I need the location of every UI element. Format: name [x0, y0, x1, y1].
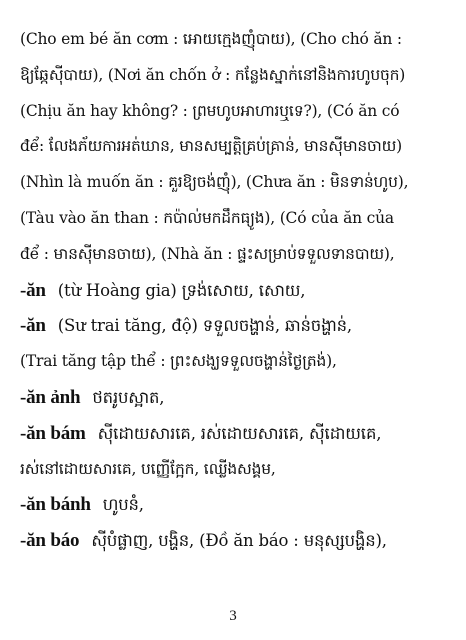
- text-line: [20, 58, 448, 94]
- line-text: (Chịu ăn hay không? : ព្រមហូបអាហារឬទេ?), (Có ăn có: [20, 101, 400, 120]
- headword: -ăn báo: [20, 530, 80, 552]
- line-text: (Tàu vào ăn than : កប៉ាល់មកដឹកធ្យូង), (Có của ăn của: [20, 208, 394, 227]
- line-text: ឱ្យឆ្កែស៊ីបាយ), (Nơi ăn chốn ở : កន្លែងស្នាក់នៅនិងការហូបចុក): [20, 65, 406, 84]
- definition-text: ថតរូបស្អាត,: [92, 387, 165, 407]
- definition-text: ស៊ីបំផ្លាញ, បង្ហិន, (Đồ ăn báo : មនុស្សបង្ហិន),: [91, 531, 387, 551]
- entry-line: [20, 487, 448, 523]
- definition-text: (từ Hoàng gia) ទ្រង់សោយ, សោយ,: [57, 280, 306, 300]
- line-text: (Nhìn là muốn ăn : គួរឱ្យចង់ញុំ), (Chưa ăn : មិនទាន់ហូប),: [20, 173, 409, 192]
- page-number: 3: [229, 608, 237, 624]
- line-text: (Cho em bé ăn cơm : អោយក្មេងញុំបាយ), (Cho chó ăn :: [20, 30, 402, 48]
- entry-line: [20, 308, 448, 344]
- definition-text: (Sư trai tăng, độ) ទទួលចង្ហាន់, ឆាន់ចង្ហាន់,: [57, 316, 352, 336]
- definition-text: ហូបនំ,: [102, 495, 144, 515]
- headword: -ăn: [20, 315, 46, 337]
- text-line: [20, 237, 448, 273]
- text-line: [20, 452, 448, 488]
- text-line: [20, 22, 448, 58]
- headword: -ăn: [20, 279, 46, 301]
- text-line: [20, 94, 448, 130]
- entries: [20, 22, 448, 559]
- headword: -ăn bánh: [20, 494, 91, 516]
- text-line: [20, 165, 448, 201]
- line-text: (Trai tăng tập thể : ព្រះសង្ឃទទួលចង្ហាន់ថ្ងៃត្រង់),: [20, 352, 337, 371]
- entry-line: [20, 273, 448, 309]
- entry-line: [20, 380, 448, 416]
- entry-line: [20, 523, 448, 559]
- entry-line: [20, 416, 448, 452]
- line-text: រស់នៅដោយសារគេ, បញ្ញើក្អែក, ឈ្លើងសង្គម,: [20, 459, 276, 478]
- text-line: [20, 129, 448, 165]
- line-text: để: លែងភ័យការអត់ឃាន, មានសម្បត្តិគ្រប់គ្រាន់, មានស៊ីមានចាយ): [20, 137, 402, 156]
- text-line: [20, 344, 448, 380]
- line-text: để : មានស៊ីមានចាយ), (Nhà ăn : ផ្ទះសម្រាប់ទទួលទានបាយ),: [20, 244, 395, 263]
- text-line: [20, 201, 448, 237]
- headword: -ăn ảnh: [20, 386, 81, 408]
- definition-text: ស៊ីដោយសារគេ, រស់ដោយសារគេ, ស៊ីដោយគេ,: [97, 423, 382, 443]
- headword: -ăn bám: [20, 422, 86, 444]
